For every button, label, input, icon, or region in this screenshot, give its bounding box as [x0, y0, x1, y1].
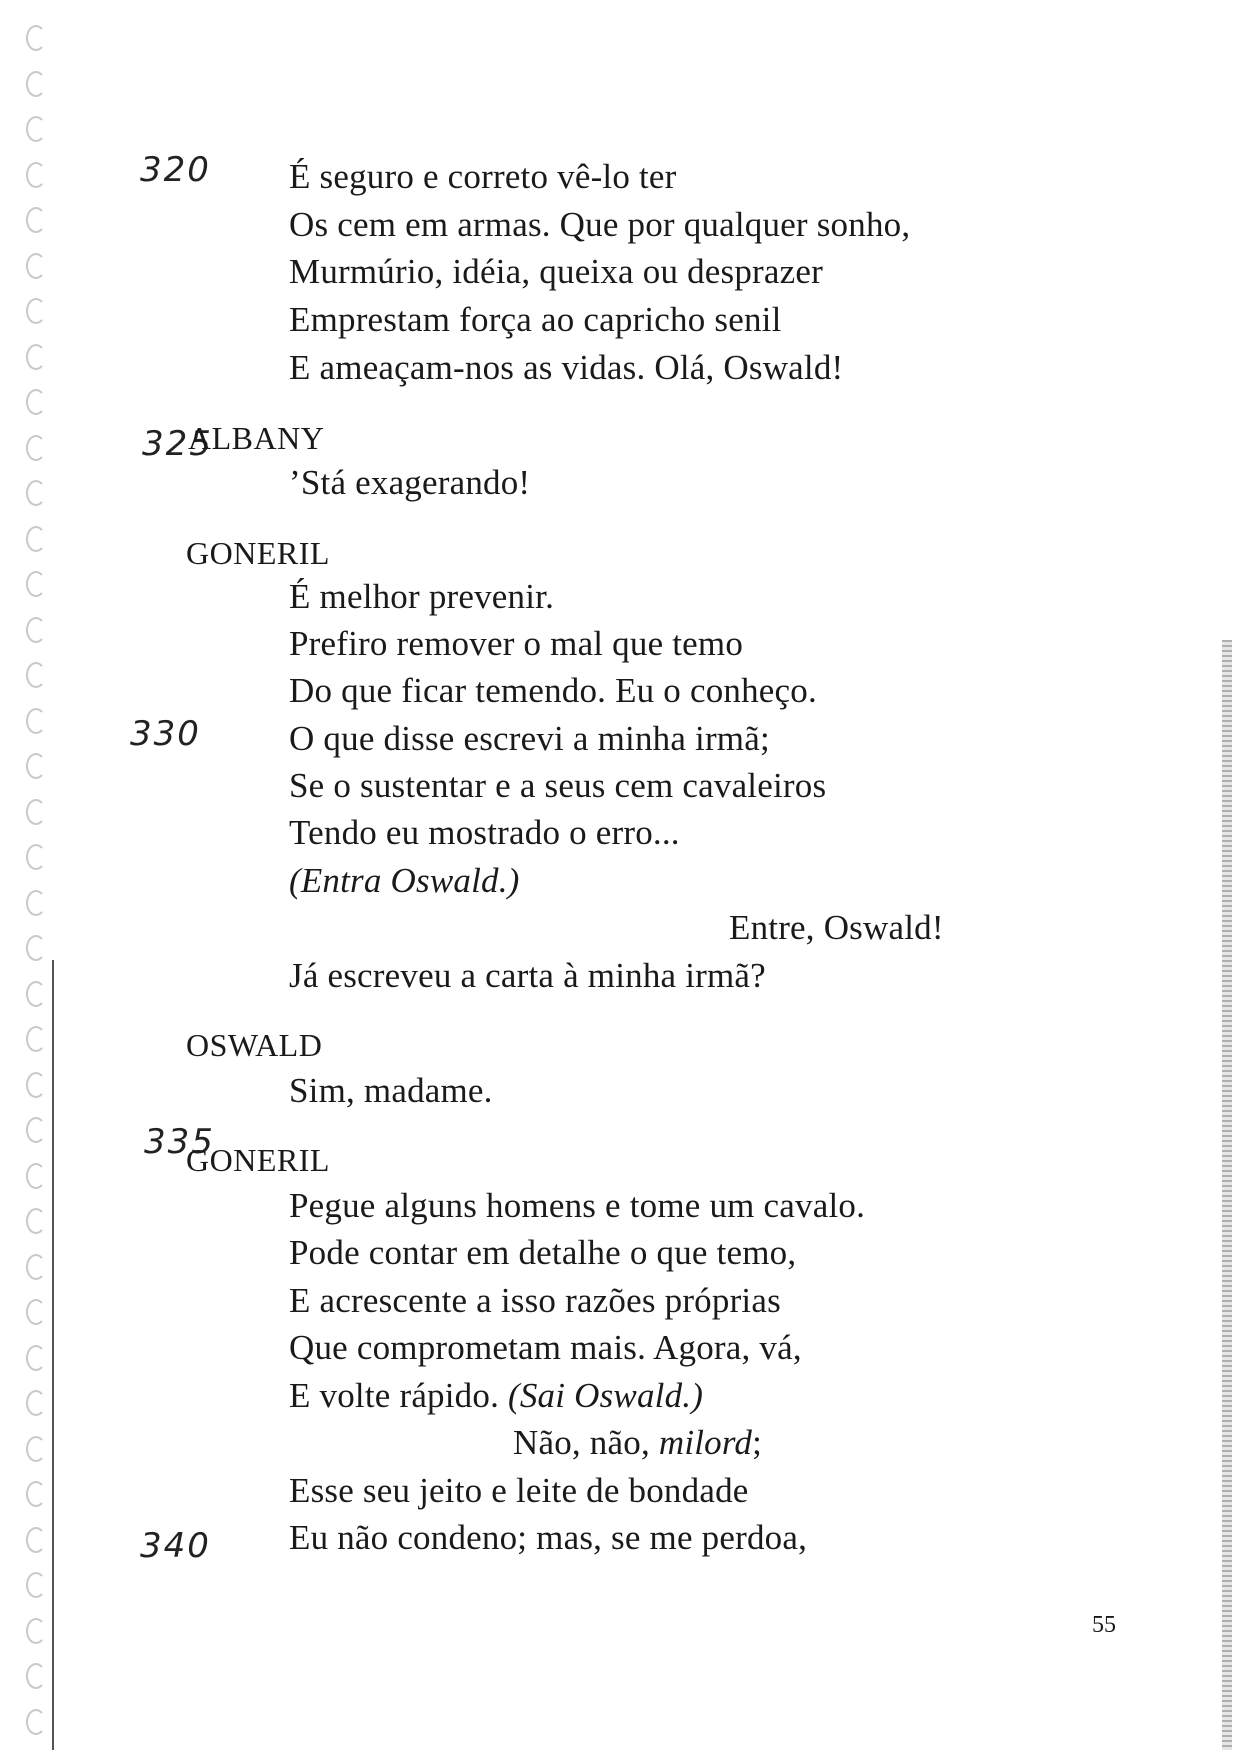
verse-line: ’Stá exagerando! — [289, 463, 531, 502]
verse-line: E ameaçam-nos as vidas. Olá, Oswald! — [289, 348, 844, 387]
verse-line: Os cem em armas. Que por qualquer sonho, — [289, 205, 911, 244]
binding-hole — [26, 207, 46, 233]
page-number: 55 — [1092, 1612, 1116, 1638]
binding-hole — [26, 617, 46, 643]
binding-hole — [26, 1709, 46, 1735]
binding-hole — [26, 981, 46, 1007]
margin-line-number: 330 — [130, 714, 201, 754]
speaker-name: GONERIL — [186, 1142, 330, 1178]
verse-line: Emprestam força ao capricho senil — [289, 300, 782, 339]
verse-line: Pode contar em detalhe o que temo, — [289, 1233, 797, 1272]
binding-holes — [20, 10, 60, 1750]
verse-line: Esse seu jeito e leite de bondade — [289, 1471, 749, 1510]
binding-hole — [26, 890, 46, 916]
binding-hole — [26, 526, 46, 552]
binding-hole — [26, 1163, 46, 1189]
verse-line: O que disse escrevi a minha irmã; — [289, 719, 770, 758]
speaker-name: ALBANY — [188, 420, 325, 456]
speaker-name: GONERIL — [186, 535, 330, 571]
verse-text: ; — [752, 1423, 763, 1462]
margin-line-number: 335 — [144, 1122, 215, 1162]
margin-line-number: 325 — [142, 424, 213, 464]
verse-line: Pegue alguns homens e tome um cavalo. — [289, 1186, 866, 1225]
binding-hole — [26, 71, 46, 97]
binding-hole — [26, 935, 46, 961]
verse-line — [289, 1376, 703, 1416]
binding-hole — [26, 1254, 46, 1280]
binding-hole — [26, 480, 46, 506]
verse-line: É seguro e correto vê-lo ter — [289, 157, 677, 196]
binding-hole — [26, 1572, 46, 1598]
verse-line: Se o sustentar e a seus cem cavaleiros — [289, 766, 827, 805]
verse-line: Sim, madame. — [289, 1071, 493, 1110]
binding-hole — [26, 1481, 46, 1507]
binding-hole — [26, 1026, 46, 1052]
binding-hole — [26, 435, 46, 461]
stage-direction: (Sai Oswald.) — [507, 1376, 704, 1415]
binding-hole — [26, 1299, 46, 1325]
verse-text: Não, não, — [513, 1423, 659, 1462]
verse-line: Já escreveu a carta à minha irmã? — [289, 956, 766, 995]
binding-hole — [26, 799, 46, 825]
binding-hole — [26, 1208, 46, 1234]
verse-line: Do que ficar temendo. Eu o conheço. — [289, 671, 817, 710]
verse-line: É melhor prevenir. — [289, 577, 555, 616]
binding-hole — [26, 344, 46, 370]
binding-hole — [26, 571, 46, 597]
page-edge-shadow — [1222, 640, 1232, 1750]
verse-line: Que comprometam mais. Agora, vá, — [289, 1328, 802, 1367]
margin-line-number: 320 — [140, 150, 211, 190]
binding-hole — [26, 25, 46, 51]
verse-line — [513, 1423, 762, 1463]
binding-hole — [26, 1618, 46, 1644]
verse-line: Tendo eu mostrado o erro... — [289, 813, 680, 852]
verse-line: Prefiro remover o mal que temo — [289, 624, 744, 663]
binding-hole — [26, 662, 46, 688]
speaker-name: OSWALD — [186, 1027, 323, 1063]
binding-hole — [26, 1436, 46, 1462]
binding-hole — [26, 1527, 46, 1553]
binding-hole — [26, 844, 46, 870]
binding-hole — [26, 753, 46, 779]
binding-hole — [26, 1663, 46, 1689]
binding-hole — [26, 1390, 46, 1416]
binding-edge — [52, 960, 54, 1750]
binding-hole — [26, 253, 46, 279]
stage-direction: (Entra Oswald.) — [289, 861, 520, 900]
binding-hole — [26, 1345, 46, 1371]
verse-text: E volte rápido. — [289, 1376, 508, 1415]
verse-line: Entre, Oswald! — [729, 908, 944, 947]
binding-hole — [26, 116, 46, 142]
binding-hole — [26, 162, 46, 188]
margin-line-number: 340 — [140, 1526, 211, 1566]
italic-word: milord — [658, 1423, 753, 1462]
binding-hole — [26, 298, 46, 324]
verse-line: E acrescente a isso razões próprias — [289, 1281, 781, 1320]
binding-hole — [26, 1072, 46, 1098]
binding-hole — [26, 1117, 46, 1143]
verse-line: Murmúrio, idéia, queixa ou desprazer — [289, 252, 823, 291]
verse-line: Eu não condeno; mas, se me perdoa, — [289, 1518, 808, 1557]
binding-hole — [26, 389, 46, 415]
binding-hole — [26, 708, 46, 734]
